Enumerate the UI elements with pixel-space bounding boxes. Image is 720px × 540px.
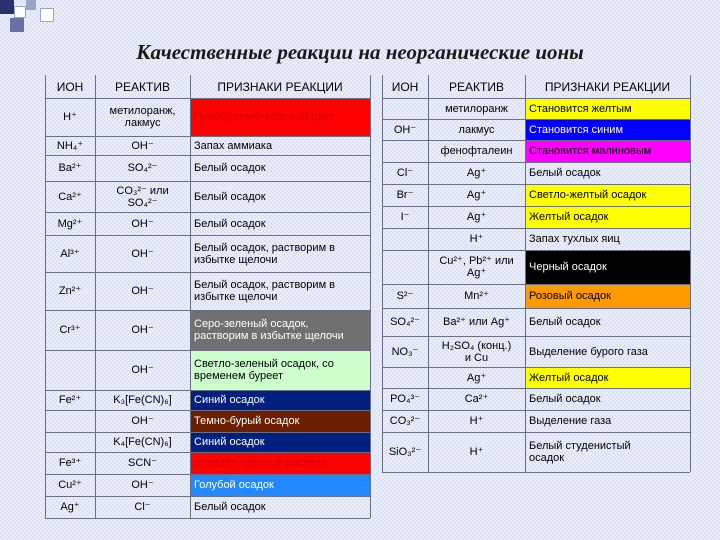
left-reagent: K₃[Fe(CN)₆] (113, 394, 172, 406)
left-row-line (45, 212, 370, 213)
left-sign: Голубой осадок (190, 474, 370, 496)
left-sign: Синий осадок (190, 432, 370, 452)
left-reagent: OH⁻ (131, 247, 154, 260)
right-col-line (382, 75, 383, 472)
left-row-line (45, 496, 370, 497)
right-header-2: ПРИЗНАКИ РЕАКЦИИ (544, 79, 671, 94)
right-sign: Запах тухлых яиц (529, 233, 620, 245)
right-sign: Белый студенистый осадок (529, 440, 631, 464)
left-row-line (45, 310, 370, 311)
left-sign: Белый осадок, растворим в избытке щелочи (194, 241, 336, 266)
left-ion: Ca²⁺ (58, 190, 82, 203)
right-reagent: H⁺ (469, 415, 484, 427)
right-reagent: H₂SO₄ (конц.) и Cu (441, 339, 512, 364)
right-col-line (428, 75, 429, 472)
left-sign: Темно-бурый осадок (190, 410, 370, 432)
right-header-0: ИОН (391, 79, 419, 94)
right-reagent: Ag⁺ (466, 371, 487, 384)
left-sign: Синий осадок (190, 390, 370, 410)
right-ion: PO₄³⁻ (390, 393, 420, 405)
left-ion (45, 432, 95, 452)
right-reagent: фенофталеин (440, 145, 513, 157)
right-sign: Светло-желтый осадок (525, 184, 690, 206)
right-sign: Выделение бурого газа (529, 345, 648, 358)
left-row-line (45, 155, 370, 156)
right-ion: SiO₃²⁻ (388, 446, 422, 458)
left-sign: Белый осадок (194, 217, 266, 230)
left-ion: Cr³⁺ (59, 324, 81, 336)
left-sign: Серо-зеленый осадок, растворим в избытке щелочи (190, 310, 370, 350)
left-sign: Запах аммиака (194, 139, 273, 152)
left-row-line (45, 272, 370, 273)
left-reagent: CO₃²⁻ или SO₄²⁻ (116, 184, 169, 209)
left-row-line (45, 136, 370, 137)
right-reagent: лакмус (458, 123, 495, 136)
right-ion (382, 228, 428, 250)
right-reagent: Ag⁺ (466, 211, 487, 223)
left-sign: Приобретают красный цвет (190, 98, 370, 136)
left-row-line (45, 390, 370, 391)
left-ion: NH₄⁺ (56, 139, 84, 152)
right-sign: Становится желтым (525, 98, 690, 119)
right-ion: I⁻ (400, 211, 410, 223)
left-row-line (45, 474, 370, 475)
right-sign: Черный осадок (525, 250, 690, 284)
right-header-1: РЕАКТИВ (449, 79, 504, 94)
left-row-line (45, 235, 370, 236)
left-row-line (45, 518, 370, 519)
right-sign: Желтый осадок (525, 206, 690, 228)
right-row-line (382, 472, 690, 473)
left-ion (45, 410, 95, 432)
right-ion (382, 250, 428, 284)
right-sign: Становится синим (525, 119, 690, 140)
left-sign: Белый осадок (194, 501, 266, 513)
left-col-line (95, 75, 96, 518)
right-col-line (525, 75, 526, 472)
left-ion: Cu²⁺ (58, 479, 82, 491)
right-reagent: метилоранж (445, 102, 508, 115)
left-reagent: OH⁻ (131, 285, 154, 297)
left-reagent: OH⁻ (131, 415, 154, 427)
right-ion: Br⁻ (396, 189, 414, 201)
right-sign: Розовый осадок (525, 284, 690, 308)
left-header-1: РЕАКТИВ (115, 79, 170, 94)
left-reagent: K₄[Fe(CN)₆] (113, 436, 172, 448)
left-ion: Zn²⁺ (58, 285, 82, 297)
right-ion (382, 98, 428, 119)
right-sign: Выделение газа (529, 415, 612, 427)
right-ion: SO₄²⁻ (390, 316, 420, 328)
left-row-line (45, 350, 370, 351)
right-sign: Становится малиновым (525, 140, 690, 162)
left-row-line (45, 98, 370, 99)
left-header-2: ПРИЗНАКИ РЕАКЦИИ (217, 79, 343, 94)
left-sign: Белый осадок (194, 190, 266, 203)
right-reagent: H⁺ (469, 233, 484, 245)
right-reagent: H⁺ (469, 446, 484, 458)
left-sign: Светло-зеленый осадок, со временем буреет (190, 350, 370, 390)
left-col-line (370, 75, 371, 518)
left-reagent: OH⁻ (131, 217, 154, 230)
left-row-line (45, 452, 370, 453)
decor-square-5 (40, 8, 54, 22)
decor-square-1 (0, 0, 14, 14)
left-header-0: ИОН (56, 79, 84, 94)
right-ion: S²⁻ (396, 290, 414, 302)
left-ion: Fe³⁺ (58, 457, 82, 469)
left-row-line (45, 181, 370, 182)
left-ion: Al³⁺ (60, 247, 80, 260)
left-reagent: SCN⁻ (127, 457, 158, 469)
decor-square-3 (10, 18, 24, 32)
right-reagent: Ag⁺ (466, 189, 487, 201)
right-reagent: Mn²⁺ (464, 290, 489, 302)
right-reagent: Cu²⁺, Pb²⁺ или Ag⁺ (439, 255, 514, 279)
page-title: Качественные реакции на неорганические ионы (136, 40, 584, 64)
right-reagent: Ag⁺ (466, 167, 487, 179)
right-ion: NO₃⁻ (391, 345, 419, 358)
right-ion (382, 367, 428, 388)
left-reagent: метилоранж, лакмус (109, 105, 176, 129)
left-col-line (45, 75, 46, 518)
left-reagent: OH⁻ (131, 364, 154, 376)
left-sign: Белый осадок, растворим в избытке щелочи (194, 279, 336, 303)
left-row-line (45, 410, 370, 411)
left-reagent: OH⁻ (131, 324, 154, 336)
left-ion: Ba²⁺ (58, 162, 82, 174)
left-reagent: OH⁻ (131, 139, 154, 152)
left-row-line (45, 432, 370, 433)
right-sign: Белый осадок (529, 393, 601, 405)
left-col-line (190, 75, 191, 518)
left-ion: H⁺ (63, 111, 77, 123)
decor-square-4 (26, 0, 36, 10)
right-ion: Cl⁻ (396, 167, 414, 179)
right-ion: CO₃²⁻ (389, 415, 421, 427)
left-reagent: SO₄²⁻ (127, 162, 158, 174)
right-ion: OH⁻ (393, 123, 417, 136)
left-sign: Кроваво-красный раствор (190, 452, 370, 474)
right-reagent: Ba²⁺ или Ag⁺ (442, 316, 510, 328)
right-ion (382, 140, 428, 162)
left-sign: Белый осадок (194, 162, 266, 174)
left-ion: Mg²⁺ (57, 217, 83, 230)
right-sign: Желтый осадок (525, 367, 690, 388)
left-ion: Ag⁺ (60, 501, 80, 513)
decor-square-2 (14, 6, 26, 18)
right-col-line (690, 75, 691, 472)
right-sign: Белый осадок (529, 167, 601, 179)
left-ion (45, 350, 95, 390)
left-reagent: Cl⁻ (134, 501, 151, 513)
left-reagent: OH⁻ (131, 479, 154, 491)
right-sign: Белый осадок (529, 316, 601, 328)
right-reagent: Ca²⁺ (464, 393, 489, 405)
left-ion: Fe²⁺ (58, 394, 82, 406)
